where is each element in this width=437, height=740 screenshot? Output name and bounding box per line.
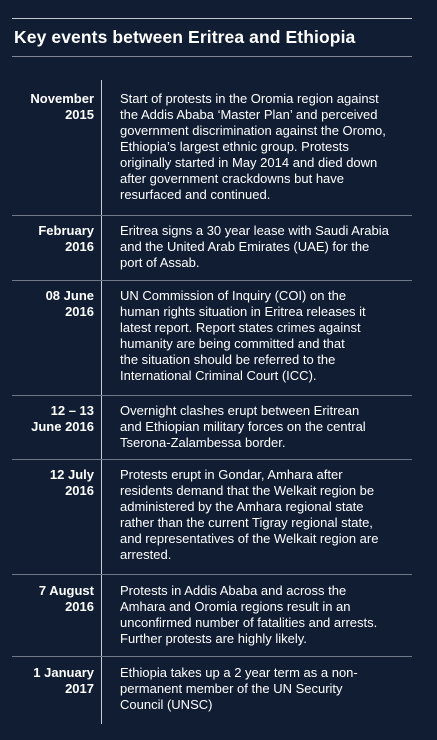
event-date-line: 2016 [65,599,94,614]
row-divider [12,215,412,216]
event-date-line: 2015 [65,107,94,122]
event-date-line: 12 – 13 [50,403,94,418]
event-date-line: 2016 [65,483,94,498]
event-date-line: 2016 [65,239,94,254]
event-description-line: latest report. Report states crimes against [120,320,361,335]
event-description-line: Ethiopia takes up a 2 year term as a non- [120,665,358,680]
event-description-line: administered by the Amhara regional state [120,499,364,514]
event-description-line: and Ethiopian military forces on the central [120,419,366,434]
event-description-line: UN Commission of Inquiry (COI) on the [120,288,347,303]
event-description [120,403,412,451]
event-date [8,288,94,320]
event-date [8,467,94,499]
event-date [8,91,94,123]
event-description-line: Protests erupt in Gondar, Amhara after [120,467,343,482]
event-date-line: 2016 [65,304,94,319]
event-description-line: Tserona-Zalambessa border. [120,435,286,450]
event-description-line: permanent member of the UN Security [120,681,343,696]
event-description-line: Overnight clashes erupt between Eritrean [120,403,360,418]
page-title: Key events between Eritrea and Ethiopia [14,27,356,47]
event-date [8,583,94,615]
event-description [120,223,412,271]
top-rule [12,18,412,19]
event-description-line: the situation should be referred to the [120,352,336,367]
event-description [120,467,412,563]
event-description [120,665,412,713]
title-divider [12,56,412,57]
event-description [120,91,412,203]
event-date-line: 2017 [65,681,94,696]
event-description-line: after government crackdowns but have [120,171,345,186]
event-description-line: Eritrea signs a 30 year lease with Saudi Arabia [120,223,389,238]
event-description-line: port of Assab. [120,255,200,270]
event-date-line: 08 June [45,288,94,303]
event-date-line: 1 January [33,665,94,680]
event-description-line: government discrimination against the Oromo, [120,123,386,138]
event-description-line: Further protests are highly likely. [120,631,307,646]
event-description-line: resurfaced and continued. [120,187,271,202]
event-description-line: Protests in Addis Ababa and across the [120,583,347,598]
event-description-line: Amhara and Oromia regions result in an [120,599,351,614]
event-date-line: 12 July [49,467,94,482]
event-description-line: originally started in May 2014 and died down [120,155,378,170]
row-divider [12,280,412,281]
row-divider [12,395,412,396]
event-date [8,403,94,435]
row-divider [12,459,412,460]
row-divider [12,656,412,657]
event-description-line: and representatives of the Welkait region are [120,531,379,546]
event-date-line: November [30,91,94,106]
event-date [8,665,94,697]
event-date [8,223,94,255]
event-description-line: human rights situation in Eritrea releases it [120,304,366,319]
event-description-line: unconfirmed number of fatalities and arrests. [120,615,378,630]
event-date-line: June 2016 [31,419,94,434]
event-description [120,288,412,384]
event-description-line: rather than the current Tigray regional state, [120,515,373,530]
event-description-line: the Addis Ababa ‘Master Plan’ and perceived [120,107,378,122]
event-description-line: Ethiopia’s largest ethnic group. Protests [120,139,349,154]
event-description-line: residents demand that the Welkait region be [120,483,375,498]
row-divider [12,574,412,575]
event-description-line: humanity are being committed and that [120,336,345,351]
event-description-line: International Criminal Court (ICC). [120,368,317,383]
event-description-line: Start of protests in the Oromia region against [120,91,379,106]
event-description-line: arrested. [120,547,172,562]
timeline-vertical-divider [101,80,102,724]
event-description-line: Council (UNSC) [120,697,213,712]
event-description [120,583,412,647]
event-description-line: and the United Arab Emirates (UAE) for the [120,239,370,254]
event-date-line: February [38,223,94,238]
event-date-line: 7 August [38,583,94,598]
